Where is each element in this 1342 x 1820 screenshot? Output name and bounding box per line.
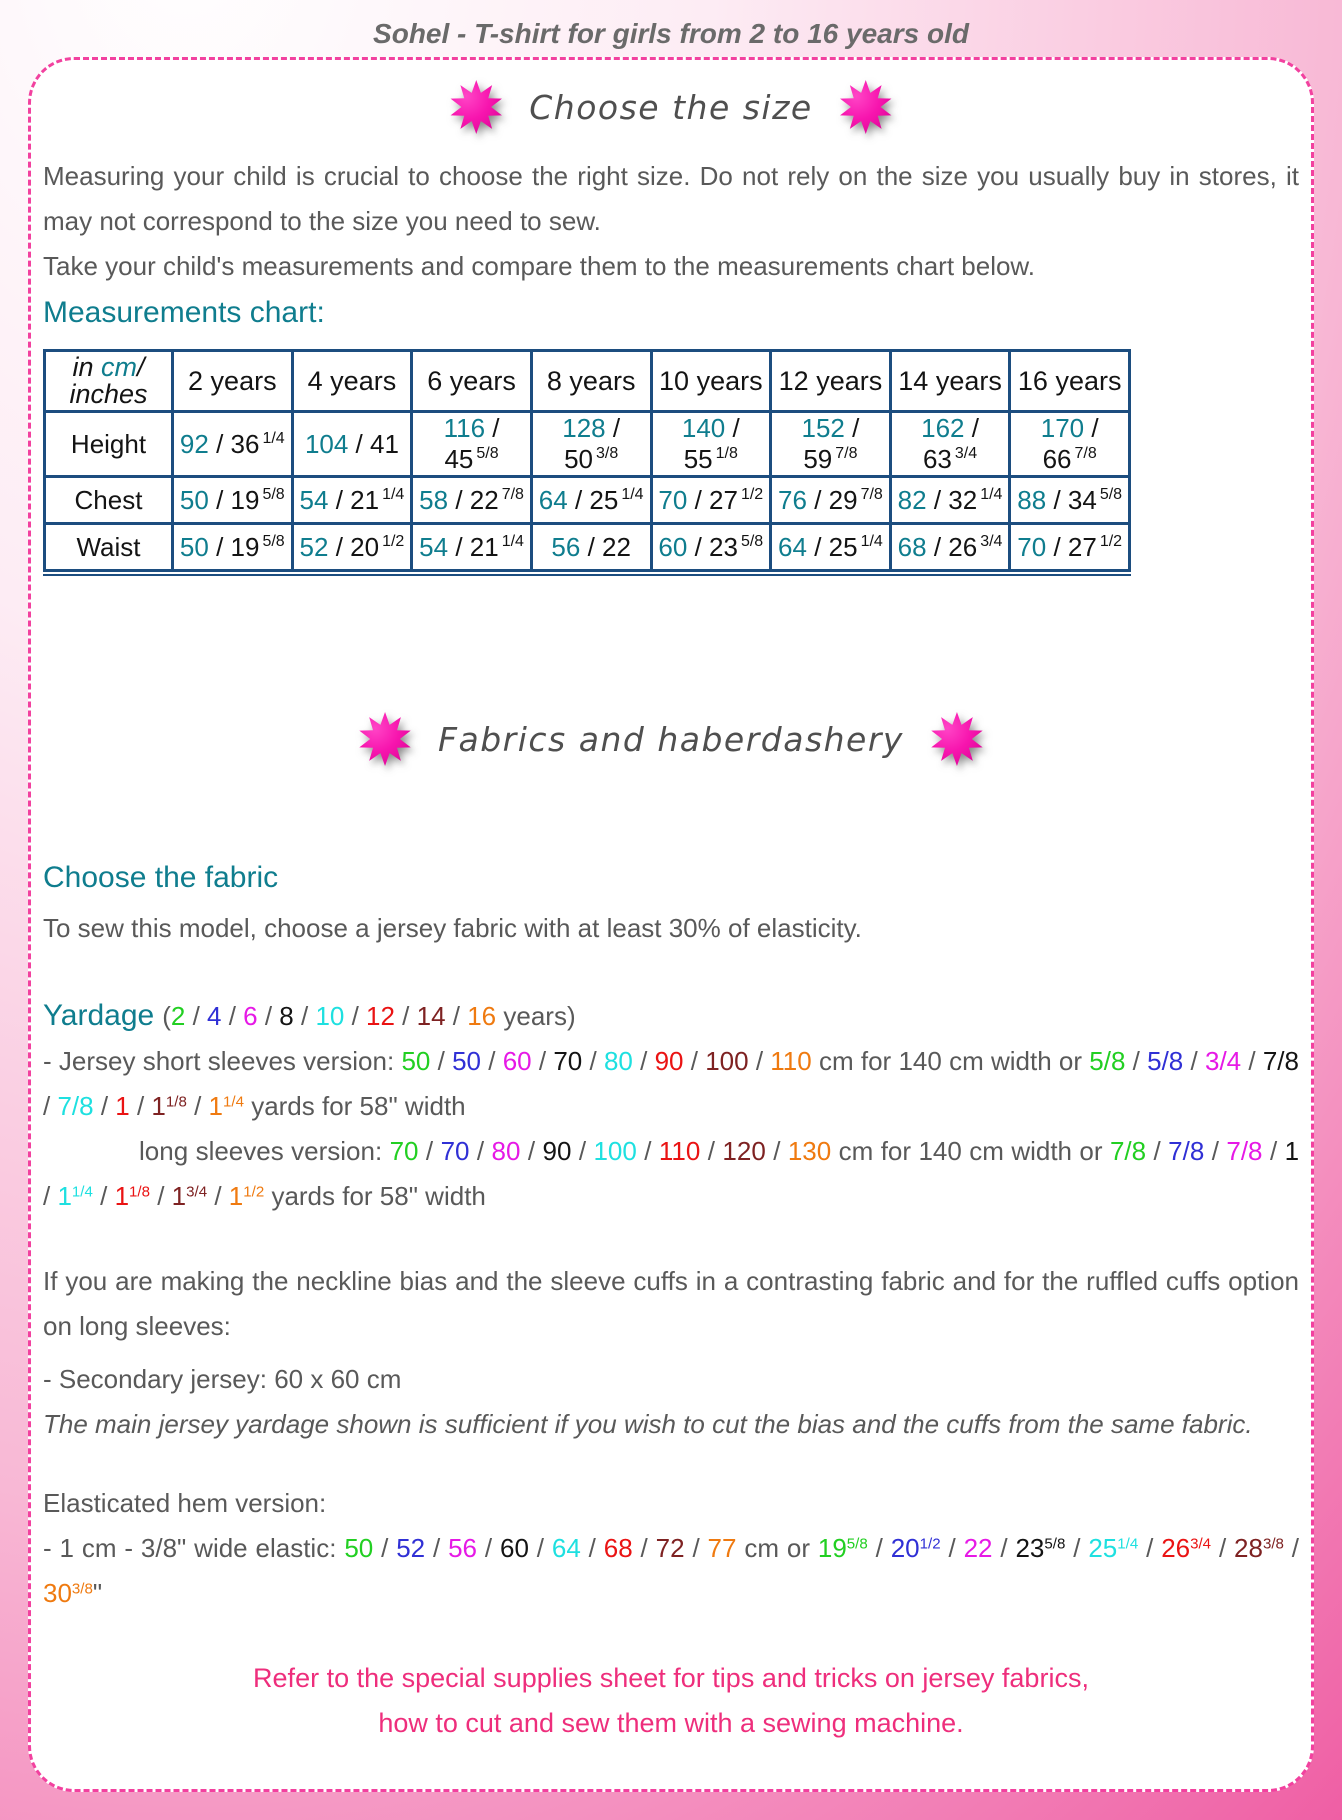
unit-line-inches: inches: [69, 379, 148, 409]
measurements-chart-title: Measurements chart:: [43, 296, 325, 329]
text-segment: /: [207, 1181, 229, 1211]
fabrics-heading: Fabrics and haberdashery: [438, 719, 904, 759]
text-segment: 80: [603, 1046, 633, 1076]
text-segment: 1: [57, 1181, 72, 1211]
cm-value: 82: [897, 484, 927, 515]
text-segment: 60: [499, 1533, 529, 1563]
measurement-cell: [890, 412, 1010, 477]
text-segment: 7/8: [1109, 1136, 1147, 1166]
inch-fraction: 7/8: [860, 485, 883, 503]
cm-value: 70: [1017, 531, 1047, 562]
contrast-fabric-paragraph: If you are making the neckline bias and the sleeve cuffs in a contrasting fabric and for the ruffled cuffs option on long sleeves:: [43, 1266, 1299, 1341]
yardage-sizes: [162, 1001, 575, 1031]
yardage-long-sleeves: [43, 1129, 1299, 1219]
measurement-cell: [412, 477, 532, 524]
inch-value: / 45: [444, 413, 500, 474]
text-segment: /: [92, 1181, 115, 1211]
measurement-cell: [173, 524, 293, 571]
star-shape: [358, 712, 412, 766]
text-segment: /: [1262, 1136, 1285, 1166]
cm-value: 58: [419, 484, 449, 515]
text-segment: /: [520, 1136, 543, 1166]
section-heading-choose-size: [43, 74, 1299, 140]
inch-fraction: 1/4: [501, 532, 524, 550]
text-segment: /: [394, 1001, 417, 1031]
row-label: Waist: [45, 524, 173, 571]
measurement-cell: [771, 412, 891, 477]
inch-fraction: 5/8: [1099, 485, 1123, 503]
text-segment: - Jersey short sleeves version:: [43, 1046, 402, 1076]
text-segment: 16: [467, 1001, 497, 1031]
cm-value: 60: [658, 531, 688, 562]
text-segment: /: [150, 1181, 172, 1211]
text-segment: 68: [603, 1533, 633, 1563]
cm-value: 152: [801, 413, 845, 443]
star-shape: [449, 80, 503, 134]
elastic-heading: Elasticated hem version:: [43, 1488, 327, 1518]
inch-value: / 27: [1046, 531, 1097, 562]
cm-value: 70: [658, 484, 688, 515]
row-label: Height: [45, 412, 173, 477]
text-segment: 1/2: [919, 1535, 941, 1553]
text-segment: /: [257, 1001, 280, 1031]
text-segment: /: [765, 1136, 788, 1166]
text-segment: 7/8: [1262, 1046, 1299, 1076]
text-segment: 70: [389, 1136, 419, 1166]
inch-value: / 63: [922, 413, 979, 474]
text-segment: 56: [448, 1533, 478, 1563]
inch-fraction: 7/8: [1074, 445, 1097, 462]
text-segment: 1/4: [223, 1093, 244, 1111]
inch-fraction: 3/4: [954, 445, 978, 462]
text-segment: 80: [491, 1136, 521, 1166]
inch-value: / 27: [687, 484, 738, 515]
measurements-table-wrap: [43, 349, 1131, 576]
text-segment: /: [867, 1533, 891, 1563]
inch-fraction: 1/8: [715, 445, 738, 462]
text-segment: /: [531, 1046, 554, 1076]
measurement-cell: [531, 412, 651, 477]
text-segment: 6: [243, 1001, 258, 1031]
inch-value: / 41: [348, 428, 399, 459]
text-segment: 22: [963, 1533, 993, 1563]
text-segment: /: [445, 1001, 468, 1031]
inch-value: / 22: [580, 531, 631, 562]
secondary-jersey-line: - Secondary jersey: 60 x 60 cm: [43, 1364, 402, 1394]
cm-value: 54: [299, 484, 329, 515]
yardage-heading-line: [43, 993, 1299, 1039]
text-segment: 1: [208, 1091, 223, 1121]
inch-value: / 26: [926, 531, 978, 562]
inch-fraction: 1/4: [262, 429, 285, 447]
text-segment: in: [72, 352, 101, 382]
text-segment: long sleeves version:: [139, 1136, 390, 1166]
table-row: [45, 524, 1130, 571]
text-segment: - 1 cm - 3/8" wide elastic:: [43, 1533, 345, 1563]
text-segment: cm or: [736, 1533, 818, 1563]
cm-value: 170: [1040, 413, 1085, 443]
text-segment: 1/8: [129, 1183, 150, 1201]
inch-value: / 23: [687, 531, 738, 562]
text-segment: 25: [1088, 1533, 1118, 1563]
row-label: Chest: [45, 477, 173, 524]
text-segment: /: [186, 1091, 209, 1121]
elastic-values-line: [43, 1526, 1299, 1616]
inch-fraction: 7/8: [501, 485, 524, 503]
text-segment: 1/4: [71, 1183, 93, 1201]
text-segment: (: [162, 1001, 171, 1031]
text-segment: 52: [396, 1533, 426, 1563]
text-segment: /: [43, 1181, 58, 1211]
text-segment: 1/4: [1117, 1535, 1139, 1553]
star-icon: [839, 80, 893, 134]
page-title: Sohel - T-shirt for girls from 2 to 16 years old: [373, 18, 969, 49]
inch-value: / 19: [208, 484, 260, 515]
inch-value: / 21: [328, 484, 380, 515]
text-segment: 1/8: [165, 1093, 187, 1111]
cm-value: 128: [562, 413, 606, 443]
cm-value: 140: [681, 413, 726, 443]
text-segment: /: [632, 1533, 656, 1563]
unit-header-cell: [45, 351, 173, 412]
measurements-table: [43, 349, 1131, 572]
text-segment: /: [571, 1136, 594, 1166]
star-shape: [930, 712, 984, 766]
text-segment: /: [1183, 1046, 1205, 1076]
text-segment: 100: [593, 1136, 637, 1166]
text-segment: 3/8: [1262, 1535, 1284, 1553]
text-segment: /: [1125, 1046, 1148, 1076]
inch-fraction: 1/4: [860, 532, 883, 550]
text-segment: 70: [553, 1046, 583, 1076]
measurements-tbody: [45, 412, 1130, 571]
text-segment: /: [373, 1533, 397, 1563]
table-row: [45, 412, 1130, 477]
text-segment: /: [137, 352, 145, 382]
text-segment: 4: [207, 1001, 222, 1031]
yardage-label: Yardage: [43, 999, 155, 1032]
text-segment: 50: [452, 1046, 481, 1076]
fabric-advice-paragraph: To sew this model, choose a jersey fabric with at least 30% of elasticity.: [43, 913, 862, 943]
text-segment: /: [221, 1001, 244, 1031]
text-segment: /: [632, 1046, 655, 1076]
column-header: 12 years: [771, 351, 891, 412]
inch-value: / 50: [564, 413, 621, 474]
inch-value: / 25: [567, 484, 619, 515]
measurement-cell: [1010, 524, 1130, 571]
cm-value: 92: [179, 428, 209, 459]
cm-value: 76: [778, 484, 807, 515]
star-icon: [358, 712, 412, 766]
text-segment: 26: [1161, 1533, 1191, 1563]
text-segment: 1: [228, 1181, 244, 1211]
text-segment: cm for 140 cm width or: [831, 1136, 1110, 1166]
measurement-cell: [412, 412, 532, 477]
measurement-cell: [890, 477, 1010, 524]
measurement-cell: [531, 524, 651, 571]
measurement-cell: [292, 412, 412, 477]
measurement-cell: [173, 477, 293, 524]
inch-fraction: 3/4: [980, 532, 1003, 550]
text-segment: 110: [770, 1046, 812, 1076]
text-segment: 19: [817, 1533, 847, 1563]
inch-value: / 34: [1046, 484, 1097, 515]
cm-value: 116: [443, 413, 486, 443]
column-header: 8 years: [531, 351, 651, 412]
choose-size-heading: Choose the size: [529, 87, 813, 127]
inch-fraction: 3/8: [596, 445, 619, 462]
inch-fraction: 5/8: [262, 485, 285, 503]
text-segment: /: [469, 1136, 492, 1166]
column-header: 10 years: [651, 351, 771, 412]
text-segment: /: [748, 1046, 771, 1076]
cm-value: 88: [1017, 484, 1047, 515]
text-segment: /: [1283, 1533, 1300, 1563]
text-segment: 120: [722, 1136, 766, 1166]
text-segment: /: [185, 1001, 208, 1031]
cm-value: 64: [778, 531, 807, 562]
text-segment: /: [940, 1533, 964, 1563]
inch-value: / 36: [208, 428, 260, 459]
text-segment: /: [430, 1046, 453, 1076]
text-segment: /: [477, 1533, 500, 1563]
text-segment: 60: [502, 1046, 532, 1076]
text-segment: 72: [655, 1533, 685, 1563]
text-segment: 100: [705, 1046, 749, 1076]
measurement-cell: [412, 524, 532, 571]
inch-value: / 59: [803, 413, 860, 474]
text-segment: yards for 58" width: [264, 1181, 486, 1211]
text-segment: /: [129, 1091, 152, 1121]
text-segment: /: [480, 1046, 503, 1076]
inch-fraction: 1/2: [382, 532, 405, 550]
measurement-cell: [651, 412, 771, 477]
text-segment: cm: [101, 352, 137, 382]
text-segment: /: [293, 1001, 316, 1031]
inch-fraction: 1/2: [1099, 532, 1123, 550]
text-segment: 7/8: [1226, 1136, 1263, 1166]
text-segment: /: [1138, 1533, 1162, 1563]
text-segment: years): [496, 1001, 576, 1031]
measurement-cell: [1010, 477, 1130, 524]
text-segment: 110: [658, 1136, 701, 1166]
footer-note-line2: how to cut and sew them with a sewing machine.: [378, 1708, 964, 1738]
cm-value: 68: [897, 531, 927, 562]
text-segment: /: [93, 1091, 116, 1121]
text-segment: 64: [551, 1533, 581, 1563]
sizing-intro-paragraph: Measuring your child is crucial to choose the right size. Do not rely on the size you usually buy in stores, it may not correspond to the size you need to sew.: [43, 161, 1299, 236]
inch-fraction: 1/4: [621, 485, 644, 503]
column-header: 2 years: [173, 351, 293, 412]
text-segment: 1: [171, 1181, 187, 1211]
text-segment: 50: [401, 1046, 431, 1076]
text-segment: /: [580, 1533, 604, 1563]
star-icon: [449, 80, 503, 134]
text-segment: /: [344, 1001, 367, 1031]
choose-fabric-heading: Choose the fabric: [43, 861, 279, 894]
measurement-cell: [173, 412, 293, 477]
text-segment: /: [1211, 1533, 1235, 1563]
text-segment: /: [683, 1046, 706, 1076]
text-segment: 5/8: [1044, 1535, 1066, 1553]
text-segment: 1: [115, 1091, 130, 1121]
inch-value: / 29: [806, 484, 858, 515]
text-segment: /: [700, 1136, 723, 1166]
text-segment: 1: [1284, 1136, 1300, 1166]
inch-fraction: 1/4: [980, 485, 1003, 503]
text-segment: 5/8: [846, 1535, 868, 1553]
text-segment: 1/2: [243, 1183, 265, 1201]
text-segment: 130: [787, 1136, 832, 1166]
text-segment: ": [92, 1578, 103, 1608]
text-segment: 90: [654, 1046, 684, 1076]
inch-value: / 66: [1042, 413, 1099, 474]
text-segment: 5/8: [1147, 1046, 1184, 1076]
text-segment: /: [1204, 1136, 1227, 1166]
text-segment: /: [1241, 1046, 1263, 1076]
text-segment: /: [528, 1533, 552, 1563]
inch-fraction: 5/8: [740, 532, 764, 550]
text-segment: 3/8: [71, 1580, 93, 1598]
text-segment: /: [1146, 1136, 1169, 1166]
text-segment: 7/8: [57, 1091, 94, 1121]
measurement-cell: [771, 524, 891, 571]
section-heading-fabrics: [43, 706, 1299, 772]
star-shape: [839, 80, 893, 134]
text-segment: 1: [151, 1091, 166, 1121]
text-segment: 3/4: [186, 1183, 208, 1201]
text-segment: /: [636, 1136, 659, 1166]
text-segment: 70: [440, 1136, 470, 1166]
column-header: 16 years: [1010, 351, 1130, 412]
text-segment: 28: [1234, 1533, 1263, 1563]
text-segment: 7/8: [1168, 1136, 1205, 1166]
cm-value: 50: [179, 484, 209, 515]
cm-value: 54: [419, 531, 449, 562]
measurement-cell: [292, 477, 412, 524]
measurements-chart-block: [43, 349, 1299, 581]
text-segment: /: [992, 1533, 1016, 1563]
inch-value: / 21: [448, 531, 499, 562]
inch-value: / 19: [208, 531, 260, 562]
text-segment: 1: [114, 1181, 130, 1211]
text-segment: 90: [542, 1136, 572, 1166]
text-segment: yards for 58" width: [243, 1091, 466, 1121]
sizing-compare-paragraph: Take your child's measurements and compare them to the measurements chart below.: [43, 251, 1035, 281]
measurement-cell: [531, 477, 651, 524]
text-segment: /: [684, 1533, 708, 1563]
column-header: 4 years: [292, 351, 412, 412]
measurement-cell: [292, 524, 412, 571]
table-header-row: [45, 351, 1130, 412]
text-segment: /: [425, 1533, 449, 1563]
text-segment: 14: [416, 1001, 446, 1031]
text-segment: 3/4: [1204, 1046, 1242, 1076]
measurement-cell: [651, 477, 771, 524]
text-segment: 10: [315, 1001, 345, 1031]
unit-line-cm: [46, 354, 171, 381]
inch-fraction: 1/2: [740, 485, 764, 503]
column-header: 6 years: [412, 351, 532, 412]
text-segment: 2: [170, 1001, 186, 1031]
inch-fraction: 1/4: [382, 485, 405, 503]
text-segment: 30: [43, 1578, 72, 1608]
star-icon: [930, 712, 984, 766]
measurement-cell: [651, 524, 771, 571]
text-segment: 3/4: [1190, 1535, 1212, 1553]
text-segment: 8: [279, 1001, 294, 1031]
inch-fraction: 5/8: [262, 532, 285, 550]
cm-value: 50: [179, 531, 209, 562]
text-segment: /: [418, 1136, 441, 1166]
footer-note-line1: Refer to the special supplies sheet for tips and tricks on jersey fabrics,: [253, 1663, 1089, 1693]
text-segment: 50: [344, 1533, 374, 1563]
text-segment: 12: [366, 1001, 395, 1031]
main-yardage-note: The main jersey yardage shown is sufficient if you wish to cut the bias and the cuffs from the same fabric.: [43, 1409, 1253, 1439]
cm-value: 56: [551, 531, 581, 562]
measurement-cell: [771, 477, 891, 524]
text-segment: /: [582, 1046, 604, 1076]
cm-value: 64: [538, 484, 568, 515]
text-segment: 5/8: [1089, 1046, 1126, 1076]
measurement-cell: [1010, 412, 1130, 477]
cm-value: 162: [921, 413, 965, 443]
text-segment: 23: [1015, 1533, 1045, 1563]
inch-fraction: 7/8: [835, 445, 858, 462]
inch-value: / 20: [328, 531, 380, 562]
text-segment: 20: [890, 1533, 920, 1563]
inch-value: / 25: [806, 531, 858, 562]
content-sheet: [28, 57, 1314, 1792]
text-segment: 77: [707, 1533, 737, 1563]
measurement-cell: [890, 524, 1010, 571]
yardage-short-sleeves: [43, 1039, 1299, 1129]
inch-value: / 22: [448, 484, 499, 515]
cm-value: 104: [304, 428, 349, 459]
inch-fraction: 5/8: [476, 445, 499, 462]
cm-value: 52: [299, 531, 329, 562]
text-segment: /: [1065, 1533, 1089, 1563]
text-segment: /: [43, 1091, 58, 1121]
column-header: 14 years: [890, 351, 1010, 412]
inch-value: / 32: [926, 484, 978, 515]
inch-value: / 55: [683, 413, 740, 474]
table-row: [45, 477, 1130, 524]
text-segment: cm for 140 cm width or: [811, 1046, 1090, 1076]
